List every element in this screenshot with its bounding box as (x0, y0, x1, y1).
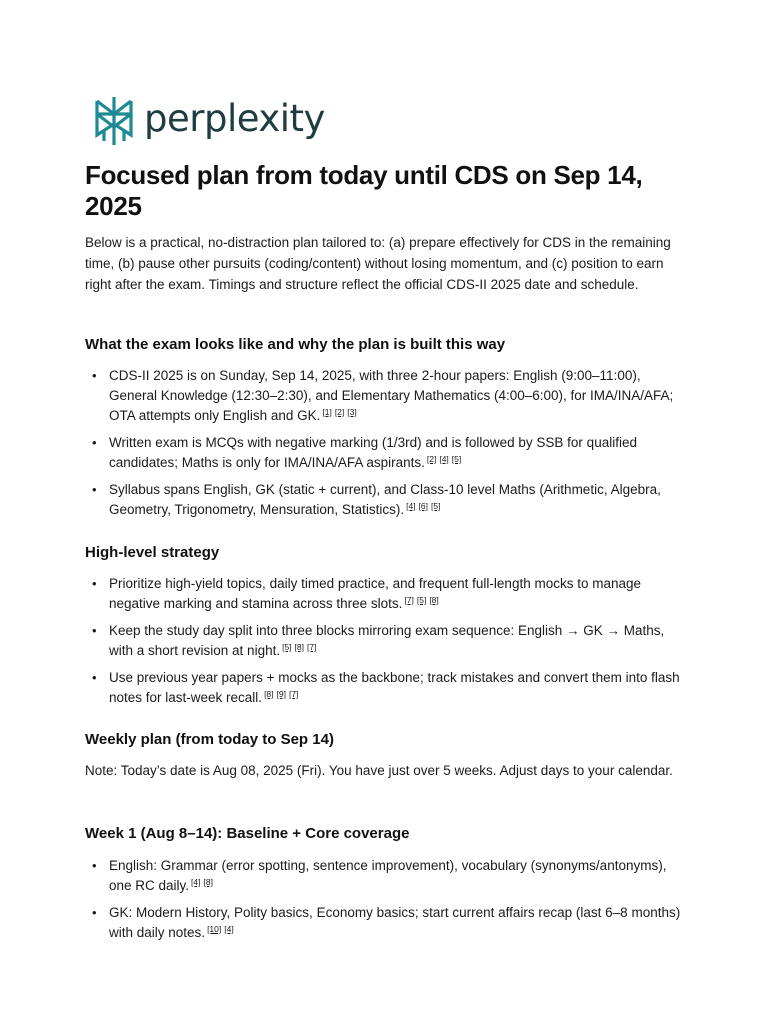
citation-link[interactable]: [6] (418, 501, 429, 511)
list-item-text: Use previous year papers + mocks as the backbone; track mistakes and convert them into flash notes for last-week recall. (109, 670, 680, 705)
list-item (85, 621, 685, 661)
list-item (85, 856, 685, 896)
citation-link[interactable]: [5] (416, 595, 427, 605)
list-item-text: English: Grammar (error spotting, sentence improvement), vocabulary (synonyms/antonyms), one RC daily. (109, 858, 667, 893)
citation-link[interactable]: [1] (322, 407, 332, 417)
intro-paragraph: Below is a practical, no-distraction plan tailored to: (a) prepare effectively for CDS in the remaining time, (b) pause other pursuits (coding/content) without losing momentum, and (c) position to earn right after the exam. Timings and structure reflect the official CDS-II 2025 date and schedule. (85, 235, 671, 292)
section-heading-exam: What the exam looks like and why the plan is built this way (85, 336, 506, 353)
citation-link[interactable]: [4] (224, 924, 234, 934)
citation-link[interactable]: [5] (431, 501, 441, 511)
citation-link[interactable]: [7] (404, 595, 414, 605)
weekly-plan-note: Note: Today’s date is Aug 08, 2025 (Fri). You have just over 5 weeks. Adjust days to your calendar. (85, 763, 673, 778)
citation-link[interactable]: [8] (264, 689, 274, 699)
strategy-bullet-list (85, 574, 685, 715)
list-item (85, 433, 685, 473)
citation-group (427, 454, 464, 464)
perplexity-logo-icon (93, 95, 135, 147)
citation-link[interactable]: [4] (406, 501, 416, 511)
citation-group (264, 689, 301, 699)
exam-bullet-list (85, 366, 685, 527)
list-item (85, 903, 685, 943)
perplexity-wordmark: perplexity (144, 96, 325, 140)
list-item-text: Written exam is MCQs with negative marking (1/3rd) and is followed by SSB for qualified candidates; Maths is only for IMA/INA/AFA aspirants. (109, 435, 637, 470)
list-item (85, 574, 685, 614)
page-title: Focused plan from today until CDS on Sep 14, 2025 (85, 160, 643, 221)
citation-group (207, 924, 237, 934)
citation-link[interactable]: [7] (307, 642, 317, 652)
list-item (85, 668, 685, 708)
citation-link[interactable]: [5] (451, 454, 462, 464)
list-item (85, 480, 685, 520)
list-item-text: Syllabus spans English, GK (static + current), and Class-10 level Maths (Arithmetic, Algebra, Geometry, Trigonometry, Mensuration, Statistics). (109, 482, 661, 517)
citation-link[interactable]: [4] (191, 877, 201, 887)
section-heading-weekly-plan: Weekly plan (from today to Sep 14) (85, 731, 334, 748)
citation-group (282, 642, 319, 652)
citation-link[interactable]: [8] (203, 877, 213, 887)
citation-link[interactable]: [8] (429, 595, 439, 605)
citation-group (404, 595, 441, 605)
citation-link[interactable]: [2] (426, 454, 437, 464)
citation-group (406, 501, 443, 511)
week1-bullet-list (85, 856, 685, 950)
list-item-text: CDS-II 2025 is on Sunday, Sep 14, 2025, with three 2-hour papers: English (9:00–11:00), General Knowledge (12:30–2:30), and Elementary Mathematics (4:00–6:00), for IMA/INA/AFA; OTA attempts only English and GK. (109, 368, 674, 423)
list-item-text: Prioritize high-yield topics, daily timed practice, and frequent full-length mocks to manage negative marking and stamina across three slots. (109, 576, 642, 611)
section-heading-strategy: High-level strategy (85, 544, 220, 561)
list-item-text: GK: Modern History, Polity basics, Economy basics; start current affairs recap (last 6–8 months) with daily notes. (109, 905, 681, 940)
citation-link[interactable]: [5] (282, 642, 292, 652)
citation-link[interactable]: [7] (288, 689, 299, 699)
section-heading-week1: Week 1 (Aug 8–14): Baseline + Core coverage (85, 825, 410, 842)
citation-link[interactable]: [3] (347, 407, 357, 417)
citation-link[interactable]: [2] (334, 407, 345, 417)
citation-link[interactable]: [8] (294, 642, 304, 652)
citation-group (322, 407, 359, 417)
citation-link[interactable]: [10] (207, 924, 222, 934)
citation-link[interactable]: [9] (276, 689, 286, 699)
perplexity-logo (93, 93, 325, 149)
list-item (85, 366, 685, 426)
citation-link[interactable]: [4] (439, 454, 449, 464)
citation-group (191, 877, 216, 887)
list-item-text: Keep the study day split into three blocks mirroring exam sequence: English → GK → Maths, with a short revision at night. (109, 623, 665, 658)
